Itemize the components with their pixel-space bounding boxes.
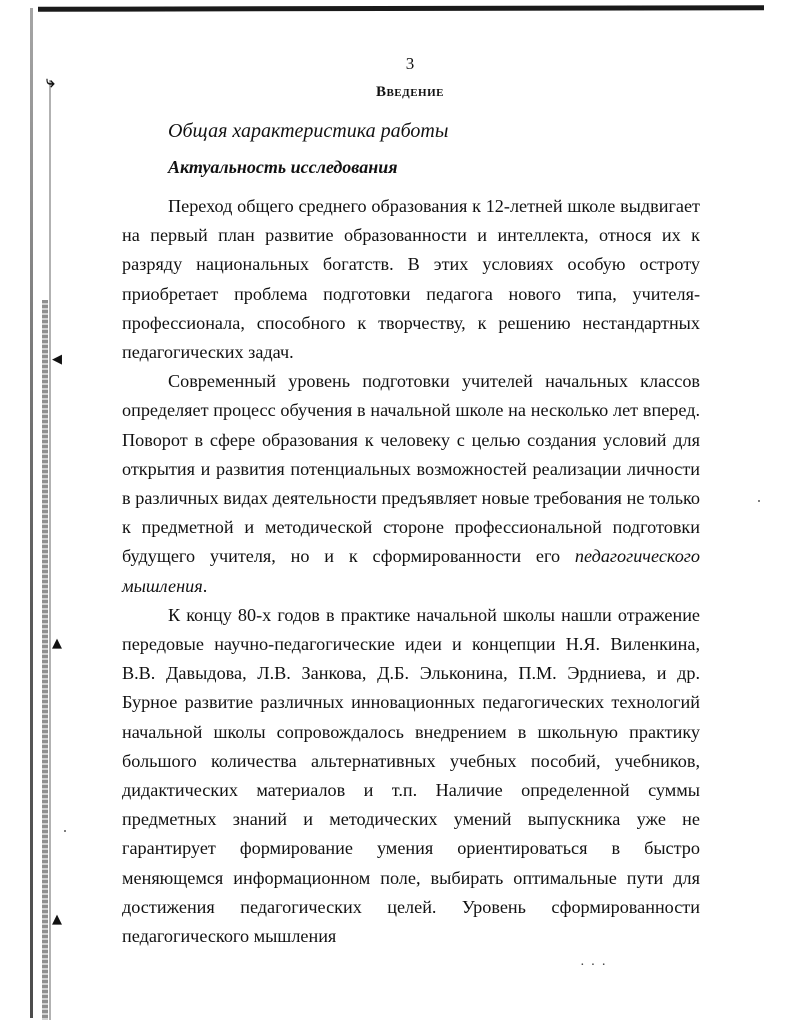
page-number: 3	[405, 54, 415, 73]
body-text	[122, 192, 700, 951]
section-title: Общая характеристика работы	[168, 120, 449, 142]
scan-speck-mark: ⤷	[46, 72, 55, 91]
paragraph-2	[122, 367, 700, 601]
scan-speck	[758, 500, 760, 502]
scan-speck-mark: ◀	[52, 352, 62, 367]
paragraph-2-text: Современный уровень подготовки учителей начальных классов определяет процесс обучения в начальной школе на несколько лет вперед. Поворот в сфере образования к человеку с целью создания условий для открытия и развития потенциальных возможностей реализации личности в различных видах деятельности предъявляет новые требования не только к предметной и методической стороне профессиональной подготовки будущего учителя, но и к сформированности его	[122, 371, 700, 567]
page-heading: Введение	[375, 84, 445, 100]
scan-speck-mark: ▲	[52, 912, 62, 927]
scan-left-edge	[30, 8, 33, 1018]
scan-binding-line	[49, 80, 51, 1020]
paragraph-2-end: .	[202, 575, 208, 596]
subsection-title: Актуальность исследования	[168, 157, 398, 177]
scan-speck	[64, 830, 66, 832]
scan-top-border	[38, 5, 764, 12]
scan-speck-mark: ▲	[52, 636, 62, 651]
scan-bottom-dots: ···	[580, 958, 612, 973]
paragraph-1: Переход общего среднего образования к 12-летней школе выдвигает на первый план развитие образованности и интеллекта, относя их к разряду национальных богатств. В этих условиях особую остроту приобретает проблема подготовки педагога нового типа, учителя-профессионала, способного к творчеству, к решению нестандартных педагогических задач.	[122, 196, 700, 363]
paragraph-2-emphasis: педагогического мышления	[122, 546, 700, 596]
scan-binding-noise	[42, 300, 48, 1020]
paragraph-3: К концу 80-х годов в практике начальной школы нашли отражение передовые научно-педагогические идеи и концепции Н.Я. Виленкина, В.В. Давыдова, Л.В. Занкова, Д.Б. Эльконина, П.М. Эрдниева, и др. Бурное развитие различных инновационных педагогических технологий начальной школы сопровождалось внедрением в школьную практику большого количества альтернативных учебных пособий, учебников, дидактических материалов и т.п. Наличие определенной суммы предметных знаний и методических умений выпускника уже не гарантирует формирование умения ориентироваться в быстро меняющемся информационном поле, выбирать оптимальные пути для достижения педагогических целей. Уровень сформированности педагогического мышления	[122, 604, 700, 947]
